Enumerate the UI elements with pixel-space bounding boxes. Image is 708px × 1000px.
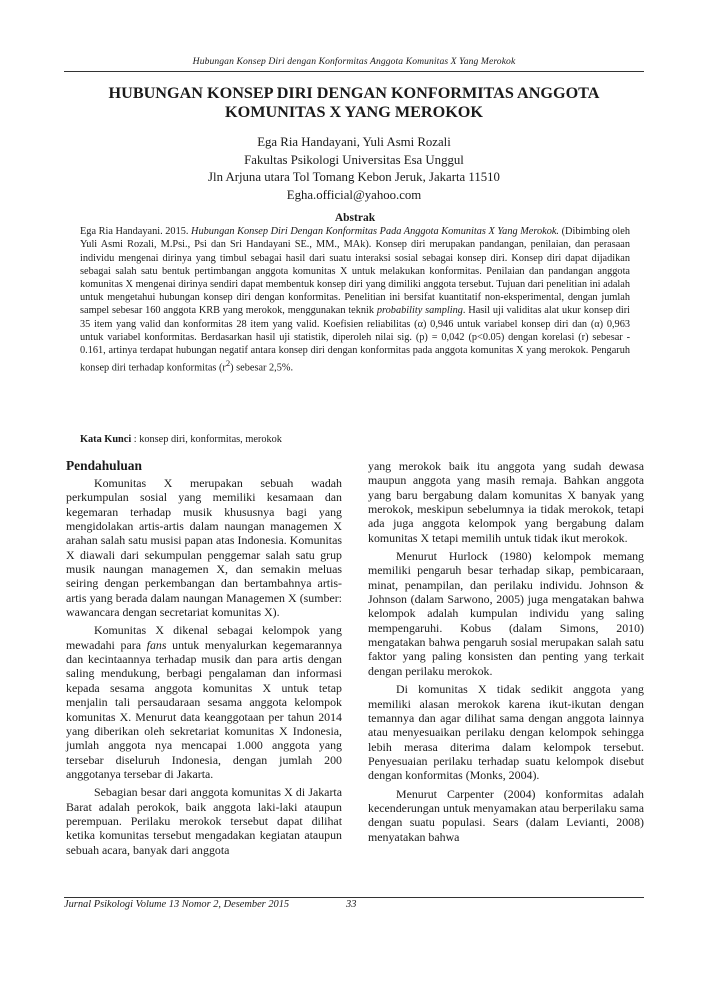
keywords	[80, 433, 630, 446]
paragraph	[66, 623, 342, 781]
keywords-label: Kata Kunci	[80, 434, 132, 445]
fans-term: fans	[146, 637, 167, 652]
title-line-1: HUBUNGAN KONSEP DIRI DENGAN KONFORMITAS ANGGOTA	[108, 84, 600, 102]
paragraph: Komunitas X merupakan sebuah wadah perkumpulan sosial yang memiliki kesamaan dan kegemaran terhadap musik khususnya bagi yang mengidolakan artis-artis dalam naungan managemen X arahan salah satu musisi papan atas Indonesia. Komunitas X diawali dari sekumpulan penggemar salah satu grup musik naungan managemen X, dan semakin meluas seiring dengan perkembangan dan bertambahnya artis-artis yang berada dalam naungan Managemen X (sumber: wawancara dengan secretariat komunitas X).	[66, 476, 342, 620]
abstract-citation: Ega Ria Handayani. 2015.	[80, 226, 192, 238]
paragraph-part: untuk menyalurkan kegemarannya dan kecintaannya terhadap musik dan para artis dengan saling mendukung, berbagi pengalaman dan informasi kepada sesama anggota komunitas X untuk tetap menjalin tali persaudaraan sesama anggota kelompok komunitas X. Menurut data keanggotaan per tahun 2014 yang diberikan oleh sekretariat komunitas X Indonesia, jumlah anggota nya mencapai 1.000 anggota yang tersebar diseluruh Indonesia, dengan jumlah 200 anggotanya tersebar di Jakarta.	[66, 637, 342, 781]
paragraph: yang merokok baik itu anggota yang sudah dewasa maupun anggota yang masih remaja. Bahkan anggota yang baru bergabung dalam komunitas X banyak yang merokok, meskipun sebelumnya ia tidak merokok, tetapi ada juga anggota kelompok yang bergabung dalam komunitas X tetapi memilih untuk tidak ikut merokok.	[368, 459, 644, 545]
author-affiliation: Fakultas Psikologi Universitas Esa Unggul	[244, 152, 464, 167]
title-line-2: KOMUNITAS X YANG MEROKOK	[225, 103, 483, 121]
paragraph: Di komunitas X tidak sedikit anggota yang memiliki alasan merokok karena ikut-ikutan dengan temannya dan agar dilihat sama dengan anggota lainnya atau menyesuaikan perilaku dengan kelompok sehingga lebih merasa diterima dalam kelompok tersebut. Penyesuaian perilaku terhadap suatu kelompok disebut dengan konformitas (Monks, 2004).	[368, 682, 644, 783]
abstract-text	[80, 225, 630, 375]
abstract-cite-title: Hubungan Konsep Diri Dengan Konformitas Pada Anggota Komunitas X Yang Merokok.	[191, 226, 560, 238]
paragraph-part: Komunitas X dikenal sebagai kelompok yang mewadahi para	[66, 623, 342, 652]
abstract-technique: probability sampling	[376, 305, 463, 317]
right-column	[368, 459, 644, 848]
paragraph: Sebagian besar dari anggota komunitas X di Jakarta Barat adalah perokok, baik anggota laki-laki ataupun perempuan. Perilaku merokok tersebut dapat dilihat ketika komunitas tersebut mengadakan kegiatan ataupun sebuah acara, banyak dari anggota	[66, 785, 342, 857]
left-column	[66, 458, 342, 861]
author-email: Egha.official@yahoo.com	[286, 187, 422, 202]
author-names: Ega Ria Handayani, Yuli Asmi Rozali	[257, 135, 451, 149]
abstract-body-b: . Hasil uji validitas alat ukur konsep diri 35 item yang valid dan konformitas 28 item yang valid. Koefisien reliabilitas (α) 0,946 untuk variabel konsep diri dan (α) 0,963 untuk variabel konformitas. Berdasarkan hasil uji statistik, diperoleh nilai sig. (p) = 0,042 (p<0.05) dengan korelasi (r) sebesar - 0.161, artinya terdapat hubungan negatif antara konsep diri dengan konformitas pada anggota komunitas X yang merokok. Pengaruh konsep diri terhadap konformitas (r	[80, 305, 630, 374]
keywords-text: : konsep diri, konformitas, merokok	[131, 434, 282, 445]
author-block	[64, 134, 644, 204]
paragraph: Menurut Carpenter (2004) konformitas adalah kecenderungan untuk menyamakan atau berperilaku sama dengan suatu populasi. Sears (dalam Levianti, 2008) menyatakan bahwa	[368, 786, 644, 844]
footer-rule	[64, 897, 644, 898]
paragraph: Menurut Hurlock (1980) kelompok memang memiliki pengaruh besar terhadap sikap, pembicaraan, minat, penampilan, dan perilaku individu. Johnson & Johnson (dalam Sarwono, 2005) juga mengatakan bahwa kelompok adalah kumpulan individu yang saling mempengaruhi. Kobus (dalam Simons, 2010) mengatakan bahwa pengaruh sosial merupakan salah satu faktor yang paling konsisten dan penting yang terkait dengan perilaku merokok.	[368, 549, 644, 678]
abstract-heading: Abstrak	[334, 212, 376, 224]
abstract-body-c: ) sebesar 2,5%.	[230, 362, 294, 374]
paper-title	[64, 84, 644, 122]
running-head: Hubungan Konsep Diri dengan Konformitas Anggota Komunitas X Yang Merokok	[192, 56, 516, 67]
header-rule	[64, 71, 644, 72]
section-heading: Pendahuluan	[66, 458, 142, 473]
author-address: Jln Arjuna utara Tol Tomang Kebon Jeruk, Jakarta 11510	[208, 170, 500, 184]
abstract-superscript: 2	[225, 358, 231, 369]
abstract-body-a: (Dibimbing oleh Yuli Asmi Rozali, M.Psi., Psi dan Sri Handayani SE., MM., MAk). Konsep diri merupakan pandangan, penilaian, dan perasaan individu mengenai dirinya yang timbul sebagai hasil dari suatu interaksi sosial sebagai konsep diri. Konsep diri dapat dijadikan sebagai salah satu bentuk pertimbangan anggota komunitas X untuk melakukan konformitas. Penilaian dan pandangan anggota komunitas X mengenai dirinya sendiri dapat membentuk konsep diri yang dimiliki anggota tersebut. Tujuan dari penelitian ini adalah untuk mengetahui hubungan konsep diri dengan konformitas. Penelitian ini bersifat kuantitatif non-eksperimental, dengan jumlah sampel sebesar 160 anggota KRB yang merokok, menggunakan teknik	[80, 226, 630, 317]
abstract	[80, 212, 630, 375]
page-number: 33	[346, 899, 357, 910]
footer-journal: Jurnal Psikologi Volume 13 Nomor 2, Desember 2015	[64, 899, 290, 910]
